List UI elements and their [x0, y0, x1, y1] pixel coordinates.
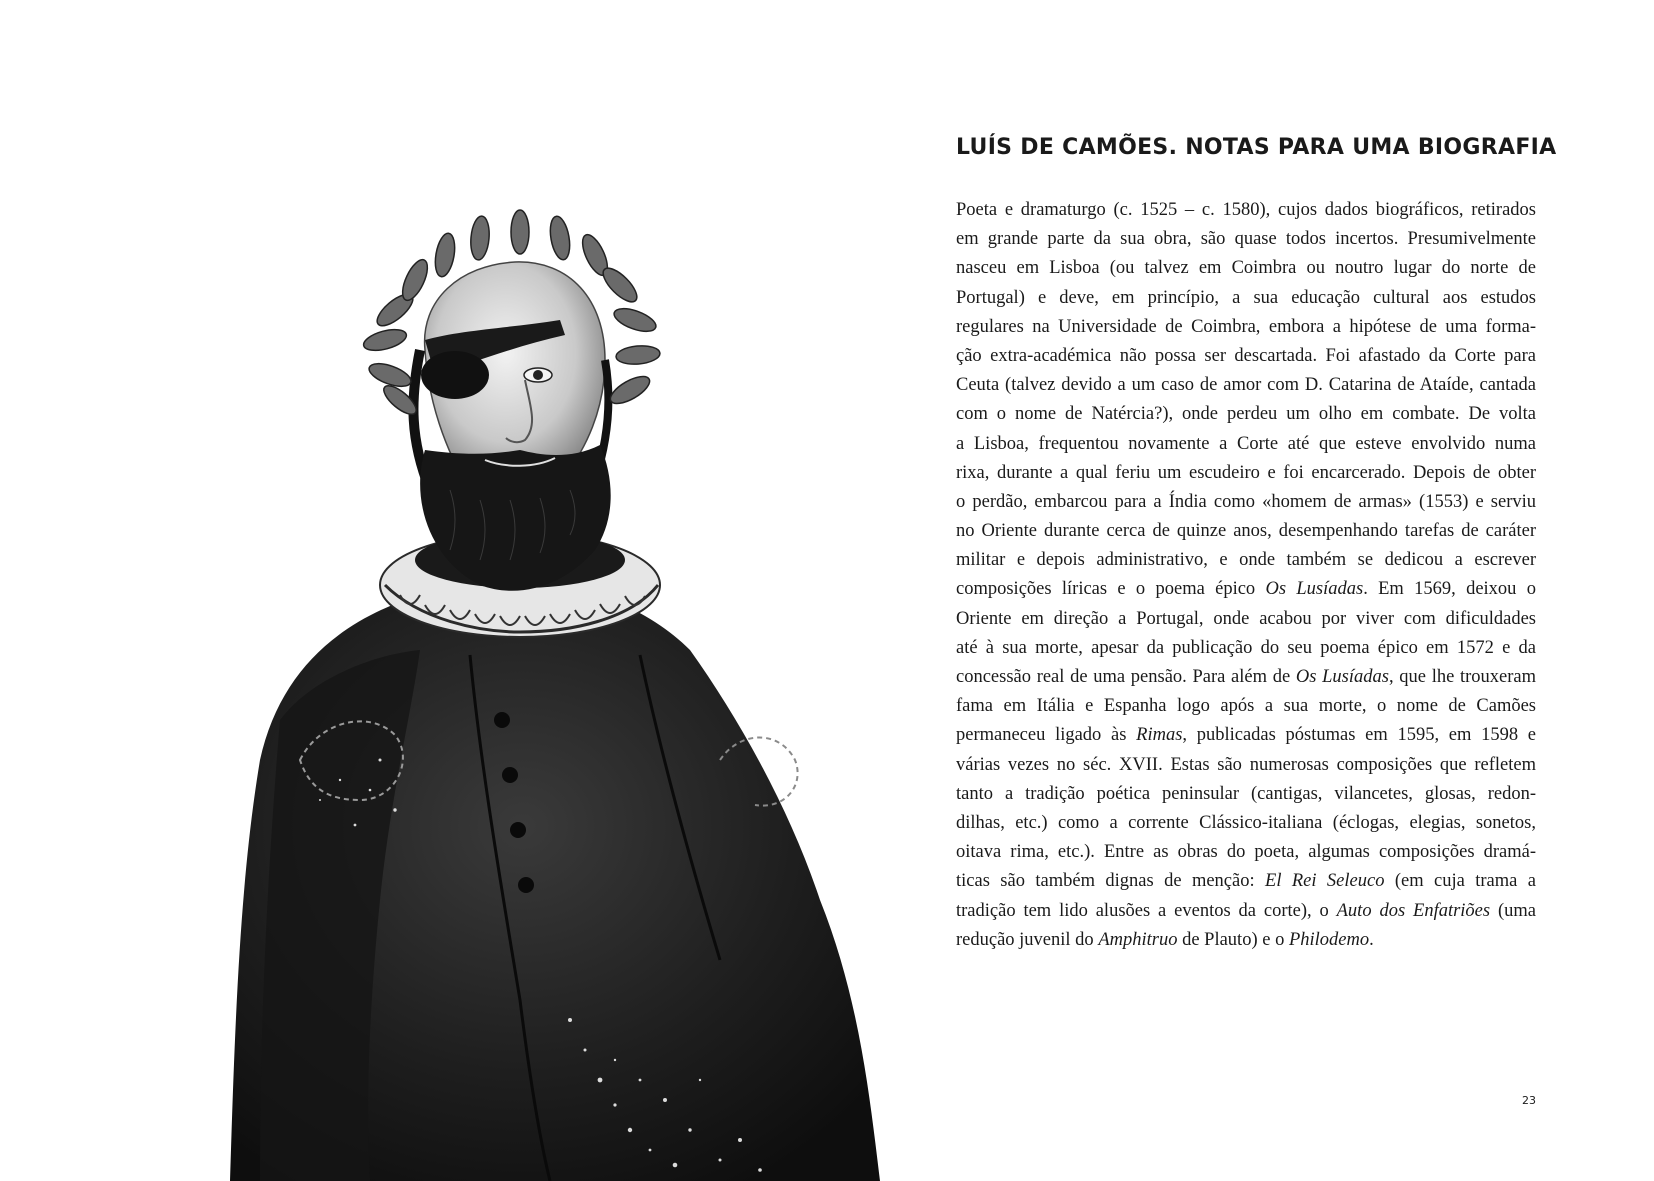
page-number: 23	[1522, 1094, 1536, 1107]
text-segment: o perdão, embarcou para a Índia como «homem de armas» (1553) e serviu	[956, 491, 1536, 512]
italic-title: Amphitruo	[1098, 929, 1178, 950]
text-segment: tanto a tradição poética peninsular (cantigas, vilancetes, glosas, redon-	[956, 783, 1536, 804]
text-line	[956, 634, 1536, 663]
text-segment: em grande parte da sua obra, são quase todos incertos. Presumivelmente	[956, 229, 1536, 250]
text-segment: , publicadas póstumas em 1595, em 1598 e	[1182, 725, 1536, 746]
text-line	[956, 897, 1536, 926]
text-line	[956, 400, 1536, 429]
text-segment: nasceu em Lisboa (ou talvez em Coimbra ou noutro lugar do norte de	[956, 258, 1536, 279]
text-segment: (uma	[1490, 900, 1536, 921]
text-segment: ticas são também dignas de menção:	[956, 871, 1266, 892]
text-line	[956, 342, 1536, 371]
text-segment: Oriente em direção a Portugal, onde acabou por viver com dificuldades	[956, 608, 1536, 629]
text-line	[956, 488, 1536, 517]
text-line	[956, 196, 1536, 225]
text-line	[956, 225, 1536, 254]
text-segment: no Oriente durante cerca de quinze anos, desempenhando tarefas de caráter	[956, 521, 1536, 542]
text-segment: (em cuja trama a	[1384, 871, 1536, 892]
italic-title: Rimas	[1136, 725, 1183, 746]
text-line	[956, 430, 1536, 459]
text-segment: concessão real de uma pensão. Para além de	[956, 667, 1296, 687]
text-line	[956, 546, 1536, 575]
text-segment: militar e depois administrativo, e onde também se dedicou a escrever	[956, 550, 1536, 571]
text-segment: com o nome de Natércia?), onde perdeu um olho em combate. De volta	[956, 404, 1536, 425]
text-segment: composições líricas e o poema épico	[956, 579, 1266, 600]
text-segment: regulares na Universidade de Coimbra, embora a hipótese de uma forma-	[956, 316, 1536, 337]
italic-title: Auto dos Enfatriões	[1336, 900, 1491, 921]
text-segment: redução juvenil do	[956, 929, 1099, 950]
text-segment: fama em Itália e Espanha logo após a sua morte, o nome de Camões	[956, 696, 1536, 717]
text-segment: ção extra-académica não possa ser descartada. Foi afastado da Corte para	[956, 345, 1536, 366]
italic-title: Os Lusíadas	[1295, 667, 1389, 687]
text-segment: Poeta e dramaturgo (c. 1525 – c. 1580), cujos dados biográficos, retirados	[956, 200, 1536, 220]
text-line	[956, 751, 1536, 780]
text-line	[956, 692, 1536, 721]
text-segment: de Plauto) e o	[1177, 929, 1289, 950]
text-line	[956, 517, 1536, 546]
text-line	[956, 605, 1536, 634]
text-segment: tradição tem lido alusões a eventos da corte), o	[956, 900, 1337, 921]
text-segment: rixa, durante a qual feriu um escudeiro e foi encarcerado. Depois de obter	[956, 462, 1536, 483]
text-line	[956, 926, 1536, 955]
robe-shape	[230, 590, 880, 1181]
italic-title: Os Lusíadas	[1265, 579, 1364, 600]
text-line	[956, 371, 1536, 400]
text-line	[956, 254, 1536, 283]
text-segment: Ceuta (talvez devido a um caso de amor com D. Catarina de Ataíde, cantada	[956, 375, 1536, 396]
text-segment: várias vezes no séc. XVII. Estas são numerosas composições que refletem	[956, 754, 1536, 775]
italic-title: El Rei Seleuco	[1265, 871, 1385, 892]
biography-text	[956, 196, 1536, 955]
text-segment: . Em 1569, deixou o	[1363, 579, 1536, 600]
text-segment: .	[1369, 929, 1374, 950]
italic-title: Philodemo	[1288, 929, 1370, 950]
text-segment: dilhas, etc.) como a corrente Clássico-italiana (éclogas, elegias, sonetos,	[956, 812, 1536, 833]
text-segment: até à sua morte, apesar da publicação do seu poema épico em 1572 e da	[956, 637, 1536, 658]
camoes-portrait-illustration	[220, 200, 950, 1181]
text-segment: permaneceu ligado às	[956, 725, 1137, 746]
text-segment: a Lisboa, frequentou novamente a Corte até que esteve envolvido numa	[956, 433, 1536, 454]
text-line	[956, 809, 1536, 838]
text-line	[956, 867, 1536, 896]
page-heading: LUÍS DE CAMÕES. NOTAS PARA UMA BIOGRAFIA	[956, 135, 1557, 160]
text-line	[956, 838, 1536, 867]
text-line	[956, 721, 1536, 750]
text-segment: , que lhe trouxeram	[1388, 667, 1536, 687]
text-line	[956, 459, 1536, 488]
text-line	[956, 780, 1536, 809]
text-line	[956, 313, 1536, 342]
text-segment: Portugal) e deve, em princípio, a sua educação cultural aos estudos	[956, 287, 1536, 308]
text-line	[956, 575, 1536, 604]
text-line	[956, 284, 1536, 313]
text-segment: oitava rima, etc.). Entre as obras do poeta, algumas composições dramá-	[956, 842, 1536, 863]
text-line	[956, 663, 1536, 692]
